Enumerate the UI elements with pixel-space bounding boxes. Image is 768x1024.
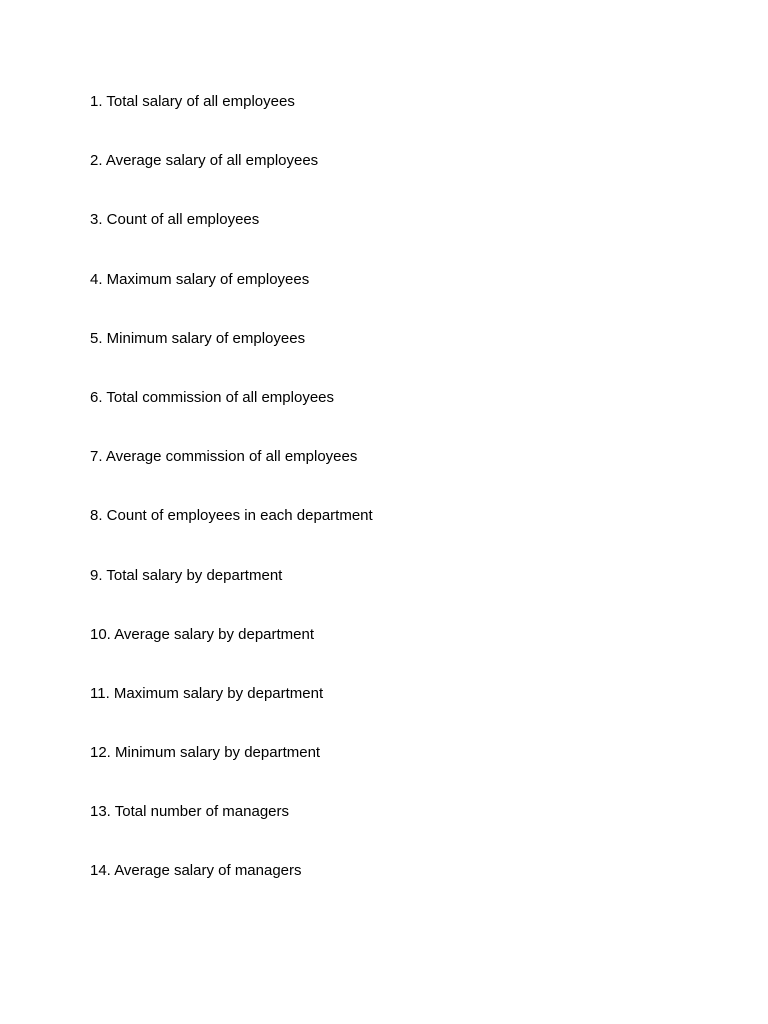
list-item: 1. Total salary of all employees <box>90 93 295 110</box>
numbered-list <box>90 92 373 921</box>
list-item: 12. Minimum salary by department <box>90 744 321 762</box>
list-item: 9. Total salary by department <box>90 566 283 584</box>
list-item: 3. Count of all employees <box>90 211 260 229</box>
list-item: 14. Average salary of managers <box>90 862 302 880</box>
list-item: 2. Average salary of all employees <box>90 152 319 170</box>
list-item: 7. Average commission of all employees <box>90 448 358 466</box>
list-item: 10. Average salary by department <box>90 625 315 643</box>
list-item: 11. Maximum salary by department <box>90 684 324 702</box>
list-item: 5. Minimum salary of employees <box>90 329 306 347</box>
list-item: 4. Maximum salary of employees <box>90 270 310 288</box>
list-item: 13. Total number of managers <box>90 803 290 821</box>
list-item: 8. Count of employees in each department <box>90 507 373 525</box>
list-item: 6. Total commission of all employees <box>90 388 334 406</box>
